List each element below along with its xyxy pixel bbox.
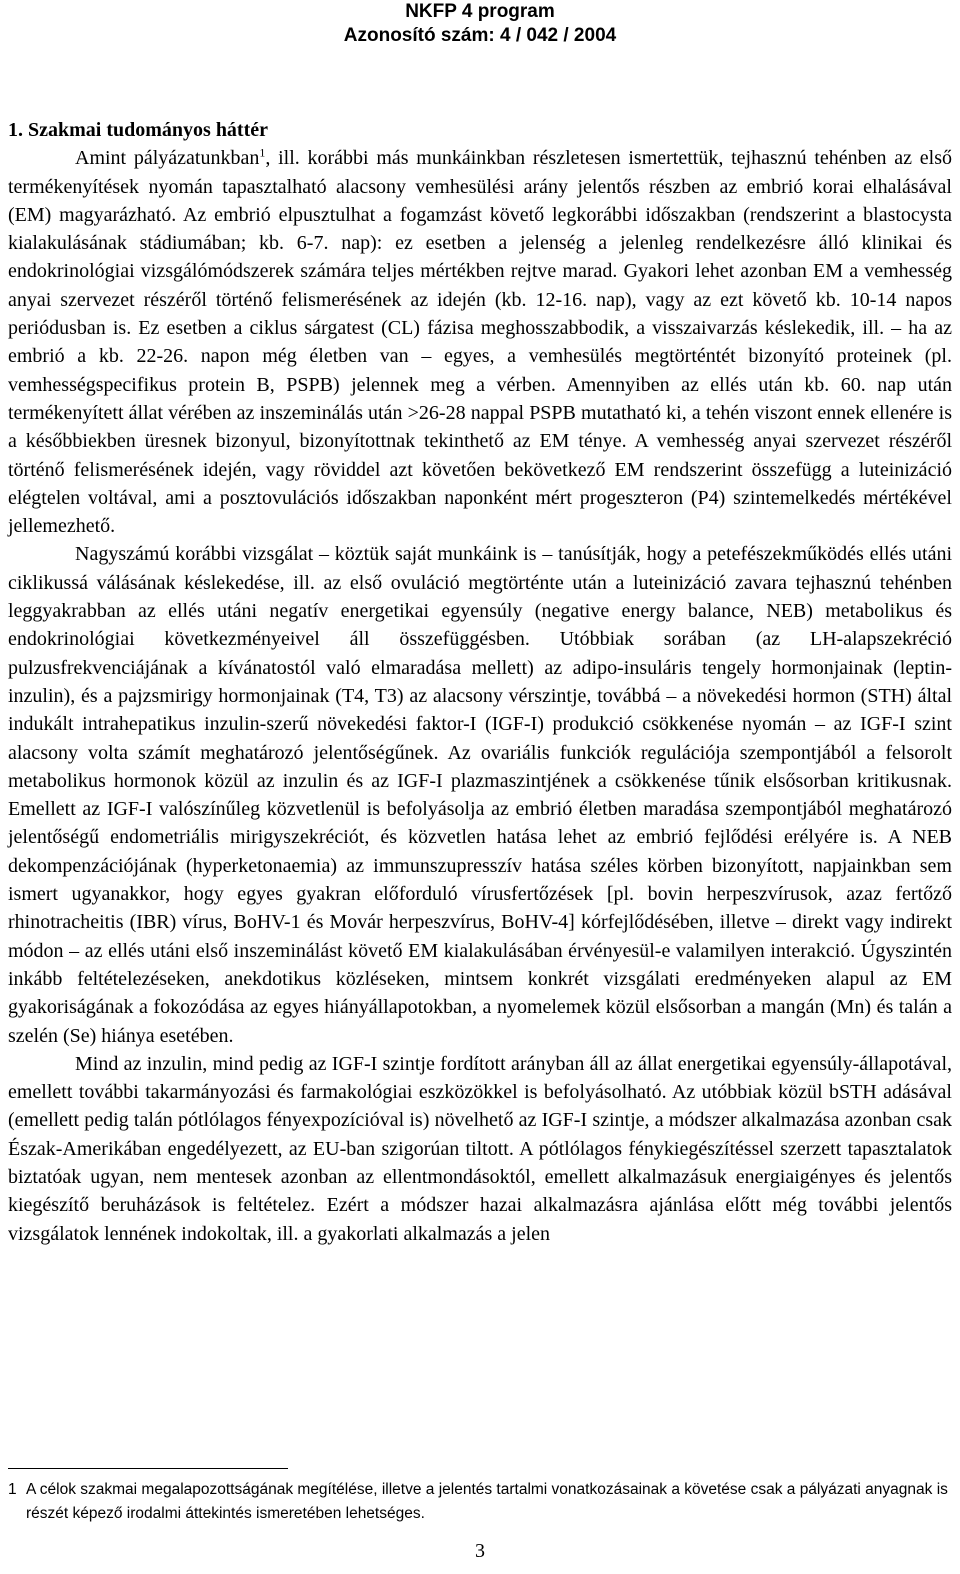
main-content xyxy=(8,116,952,1248)
page-number: 3 xyxy=(475,1540,485,1562)
footnote-mark: 1 xyxy=(8,1481,17,1498)
footnote-divider xyxy=(8,1468,288,1469)
paragraph-1 xyxy=(8,144,952,540)
program-title: NKFP 4 program xyxy=(405,1,555,22)
footnote-text: A célok szakmai megalapozottságának megítélése, illetve a jelentés tartalmi vonatkozásainak a követése csak a pályázati anyagnak is részét képező irodalmi áttekintés ismeretében lehetséges. xyxy=(26,1481,948,1522)
footnote-reference[interactable]: 1 xyxy=(259,145,266,160)
paragraph-1-lead: Amint pályázatunkban xyxy=(75,147,260,170)
paragraph-3: Mind az inzulin, mind pedig az IGF-I szintje fordított arányban áll az állat energetikai egyensúly-állapotával, emellett további takarmányozási és farmakológiai eszközökkel is befolyásolható. Az utóbbiak közül bSTH adásával (emellett pedig talán pótlólagos fényexpozícióval is) növelhető az IGF-I szintje, a módszer alkalmazása azonban csak Észak-Amerikában engedélyezett, az EU-ban szigorúan tiltott. A pótlólagos fénykiegészítéssel szerzett tapasztalatok biztatóak ugyan, nem mentesek azonban az ellentmondásoktól, emellett alkalmazásuk energiaigényes és jelentős kiegészítő beruházások is feltételez. Ezért a módszer hazai alkalmazásra ajánlása előtt még további jelentős vizsgálatok lennének indokoltak, ill. a gyakorlati alkalmazás a jelen xyxy=(8,1052,952,1245)
footnote xyxy=(8,1478,952,1526)
paragraph-1-body: , ill. korábbi más munkáinkban részletesen ismertettük, tejhasznú tehénben az első termékenyítések nyomán tapasztalható alacsony vemhesülési arány jelentős részben az embrió korai elhalásával (EM) magyarázható. Az embrió elpusztulhat a fogamzást követő legkorábbi időszakban (rendszerint a blastocysta kialakulásának stádiumában; kb. 6-7. nap): ez esetben a jelenség a jelenleg rendelkezésre álló klinikai és endokrinológiai vizsgálómódszerek számára teljes mértékben rejtve marad. Gyakori lehet azonban EM a vemhesség anyai szervezet részéről történő felismerésének az idején (kb. 12-16. nap), vagy az ezt követő kb. 10-14 napos periódusban is. Ez esetben a ciklus sárgatest (CL) fázisa meghosszabbodik, a visszaivarzás késlekedik, ill. – ha az embrió a kb. 22-26. napon még életben van – egyes, a vemhesülés megtörténtét bizonyító proteinek (pl. vemhességspecifikus protein B, PSPB) jelennek meg a vérben. Amennyiben az ellés után kb. 60. nap után termékenyített állat vérében az inszeminálás után >26-28 nappal PSPB mutatható ki, a tehén viszont ennek ellenére is a későbbiekben üresnek bizonyul, bizonyítottnak tekinthető az EM ténye. A vemhesség anyai szervezet részéről történő felismerésének idején, vagy röviddel azt követően bekövetkező EM rendszerint összefügg a luteinizáció elégtelen voltával, ami a posztovulációs időszakban naponként mért progeszteron (P4) szintemelkedés mértékével jellemezhető. xyxy=(8,147,952,538)
section-heading: 1. Szakmai tudományos háttér xyxy=(8,119,269,141)
page-header xyxy=(0,0,960,48)
project-id: Azonosító szám: 4 / 042 / 2004 xyxy=(343,25,617,46)
paragraph-2: Nagyszámú korábbi vizsgálat – köztük saját munkáink is – tanúsítják, hogy a petefészekműködés ellés utáni ciklikussá válásának késlekedése, ill. az első ovuláció megtörténte után a luteinizáció zavara tejhasznú tehénben leggyakrabban az ellés utáni negatív energetikai egyensúly (negative energy balance, NEB) metabolikus és endokrinológiai következményeivel áll összefüggésben. Utóbbiak sorában (az LH-alapszekréció pulzusfrekvenciájának a kívánatostól való elmaradása mellett) az adipo-insuláris tengely hormonjainak (leptin-inzulin), és a pajzsmirigy hormonjainak (T4, T3) az alacsony vérszintje, továbbá – a növekedési hormon (STH) által indukált intrahepatikus inzulin-szerű növekedési faktor-I (IGF-I) produkció csökkenése nyomán – az IGF-I szint alacsony volta számít meghatározó jelentőségűnek. Az ovariális funkciók regulációja szempontjából a felsorolt metabolikus hormonok közül az inzulin és az IGF-I plazmaszintjének a csökkenése tűnik elsősorban kritikusnak. Emellett az IGF-I valószínűleg közvetlenül is befolyásolja az embrió életben maradása szempontjából meghatározó jelentőségű endometriális mirigyszekréciót, és közvetlen hatása lehet az embrió fejlődési erélyére is. A NEB dekompenzációjának (hyperketonaemia) az immunszupresszív hatása széles körben bizonyított, napjainkban sem ismert ugyanakkor, hogy egyes gyakran előforduló vírusfertőzések [pl. bovin herpeszvírusok, azaz fertőző rhinotracheitis (IBR) vírus, BoHV-1 és Movár herpeszvírus, BoHV-4] kórfejlődésében, illetve – direkt vagy indirekt módon – az ellés utáni első inszeminálást követő EM kialakulásában érvényesül-e valamilyen interakció. Úgyszintén inkább feltételezéseken, anekdotikus közléseken, mintsem konkrét vizsgálati eredményeken alapul az EM gyakoriságának a fokozódása az egyes hiányállapotokban, a nyomelemek közül elsősorban a mangán (Mn) és talán a szelén (Se) hiánya esetében. xyxy=(8,543,952,1047)
